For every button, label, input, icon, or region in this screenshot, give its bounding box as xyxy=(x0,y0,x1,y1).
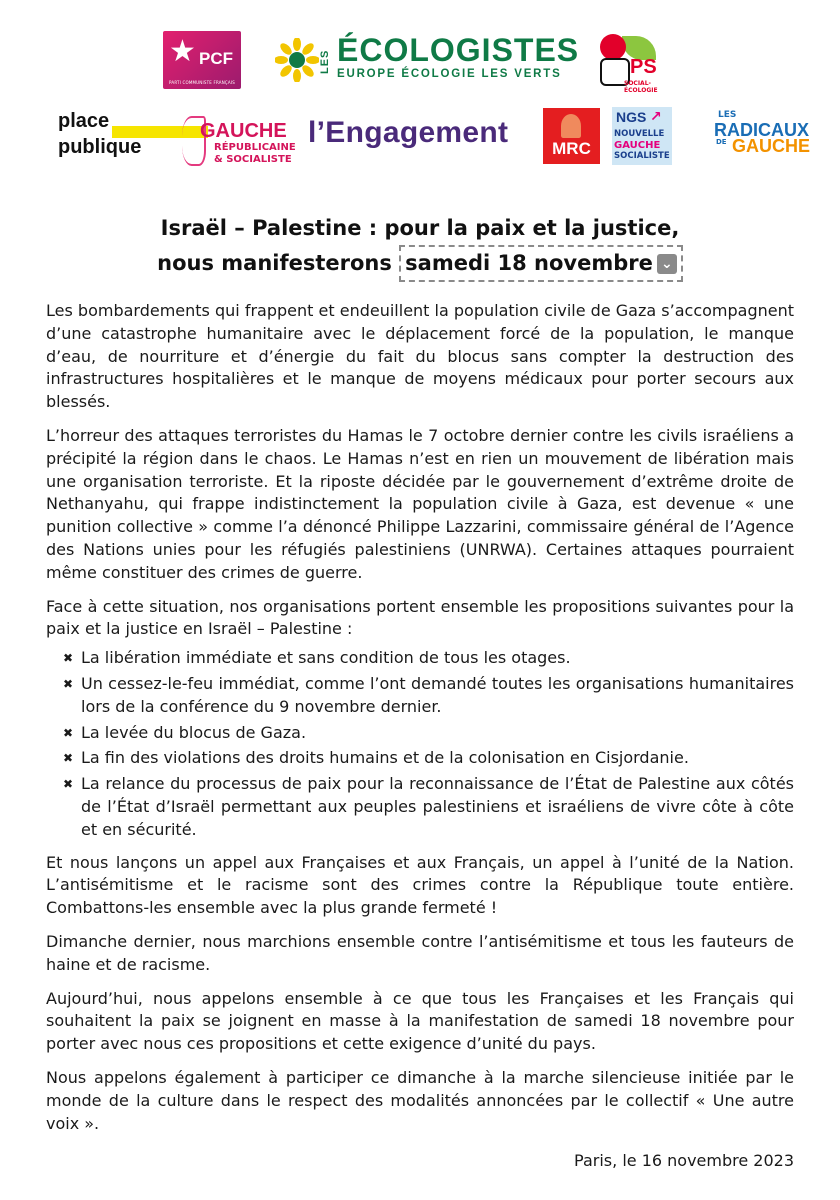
paragraph-6: Aujourd’hui, nous appelons ensemble à ce que tous les Françaises et les Français qui souhaitent la paix se joignent en masse à la manifestation de samedi 18 novembre pour porter avec nous ces propositions et cette exigence d’unité du pays. xyxy=(46,988,794,1054)
radicaux-logo xyxy=(714,110,811,160)
grs-line2: RÉPUBLICAINE xyxy=(214,142,296,153)
radicaux-de: DE xyxy=(716,138,727,146)
list-item-text: La levée du blocus de Gaza. xyxy=(81,722,307,742)
ngs-line1: NOUVELLE xyxy=(614,129,665,139)
list-item xyxy=(63,747,794,770)
marianne-icon xyxy=(561,114,581,138)
title-date: samedi 18 novembre xyxy=(405,251,653,275)
list-item-text: Un cessez-le-feu immédiat, comme l’ont demandé toutes les organisations humanitaires lors de la conférence du 9 novembre dernier. xyxy=(81,673,794,716)
arrow-icon: ↗ xyxy=(650,109,662,125)
radicaux-gauche: GAUCHE xyxy=(732,136,811,156)
grs-logo xyxy=(180,112,300,168)
cross-bullet-icon: ✖ xyxy=(63,651,74,666)
ps-logo-sub: SOCIAL-ÉCOLOGIE xyxy=(624,80,658,94)
ngs-fullname xyxy=(614,129,670,162)
title-line2-prefix: nous manifesterons xyxy=(157,251,392,275)
place-publique-line2: publique xyxy=(58,136,142,158)
cross-bullet-icon: ✖ xyxy=(63,751,74,766)
ecologistes-les: LES xyxy=(319,49,331,74)
cross-bullet-icon: ✖ xyxy=(63,777,74,792)
ngs-abbr: NGS xyxy=(616,109,647,125)
grs-line3: & SOCIALISTE xyxy=(214,154,292,165)
pcf-logo-name: PCF xyxy=(199,49,233,68)
star-icon: ★ xyxy=(169,34,196,69)
paragraph-3: Face à cette situation, nos organisations portent ensemble les propositions suivantes pour la paix et la justice en Israël – Palestine : xyxy=(46,596,794,639)
list-item-text: La fin des violations des droits humains et de la colonisation en Cisjordanie. xyxy=(81,748,689,768)
ecologistes-title: ÉCOLOGISTES xyxy=(337,32,580,68)
paragraph-5: Dimanche dernier, nous marchions ensemble contre l’antisémitisme et tous les fauteurs de haine et de racisme. xyxy=(46,931,794,974)
radicaux-radicaux: RADICAUX xyxy=(714,120,810,140)
ps-logo-name: PS xyxy=(630,56,657,78)
paragraph-4: Et nous lançons un appel aux Françaises et aux Français, un appel à l’unité de la Nation. L’antisémitisme et le racisme sont des crimes contre la République toute entière. Combattons-les ensemble avec la plus grande fermeté ! xyxy=(46,852,794,918)
engagement-logo: l’Engagement xyxy=(308,116,509,149)
place-publique-logo xyxy=(58,110,168,166)
paragraph-7: Nous appelons également à participer ce dimanche à la marche silencieuse initiée par le monde de la culture dans le respect des modalités annoncées par le collectif « Une autre voix ». xyxy=(46,1067,794,1133)
list-item xyxy=(63,773,794,841)
title-line2 xyxy=(0,245,840,282)
list-item-text: La relance du processus de paix pour la reconnaissance de l’État de Palestine aux côtés de l’État d’Israël permettant aux peuples palestiniens et israéliens de vivre côte à côte et en sécurité. xyxy=(81,774,794,839)
ngs-logo xyxy=(612,107,672,165)
list-item-text: La libération immédiate et sans condition de tous les otages. xyxy=(81,648,571,668)
signature-date: Paris, le 16 novembre 2023 xyxy=(574,1151,794,1170)
chevron-down-icon[interactable]: ⌄ xyxy=(657,254,677,274)
proposals-list xyxy=(46,647,794,841)
title-line1: Israël – Palestine : pour la paix et la justice, xyxy=(160,216,680,240)
cross-bullet-icon: ✖ xyxy=(63,676,74,691)
pcf-logo xyxy=(163,31,241,89)
rose-icon xyxy=(600,34,626,60)
place-publique-line1: place xyxy=(58,110,110,132)
radicaux-les: LES xyxy=(718,110,737,120)
ngs-line2: GAUCHE xyxy=(614,140,661,151)
date-selection-box[interactable] xyxy=(399,245,683,282)
list-item xyxy=(63,673,794,719)
paragraph-1: Les bombardements qui frappent et endeuillent la population civile de Gaza s’accompagnent d’une catastrophe humanitaire avec le déplacement forcé de la population, le manque d’eau, de nourriture et d’énergie du fait du blocus sans compter la destruction des infrastructures hospitalières et le manque de moyens médicaux pour porter secours aux blessés. xyxy=(46,301,794,412)
body-text xyxy=(46,300,794,1146)
ecologistes-subtitle: EUROPE ÉCOLOGIE LES VERTS xyxy=(337,68,562,80)
sunflower-icon xyxy=(275,38,319,82)
pcf-logo-sub: PARTI COMMUNISTE FRANÇAIS xyxy=(169,80,235,85)
ps-logo xyxy=(596,30,668,94)
mrc-logo xyxy=(543,108,600,164)
list-item xyxy=(63,647,794,670)
page-title xyxy=(0,212,840,282)
cross-bullet-icon: ✖ xyxy=(63,725,74,740)
paragraph-2: L’horreur des attaques terroristes du Hamas le 7 octobre dernier contre les civils israéliens a précipité la région dans le chaos. Le Hamas n’est en rien un mouvement de libération mais une organisation terroriste. Et la riposte décidée par le gouvernement d’extrême droite de Nethanyahu, qui frappe indistinctement la population civile à Gaza, est devenue « une punition collective » comme l’a dénoncé Philippe Lazzarini, commissaire général de l’Agence des Nations unies pour les réfugiés palestiniens (UNRWA). Certaines attaques pourraient même constituer des crimes de guerre. xyxy=(46,425,794,582)
list-item xyxy=(63,722,794,745)
grs-line1: GAUCHE xyxy=(200,120,287,142)
ngs-line3: SOCIALISTE xyxy=(614,151,670,161)
ecologistes-logo xyxy=(275,30,580,92)
mrc-logo-name: MRC xyxy=(552,139,591,158)
